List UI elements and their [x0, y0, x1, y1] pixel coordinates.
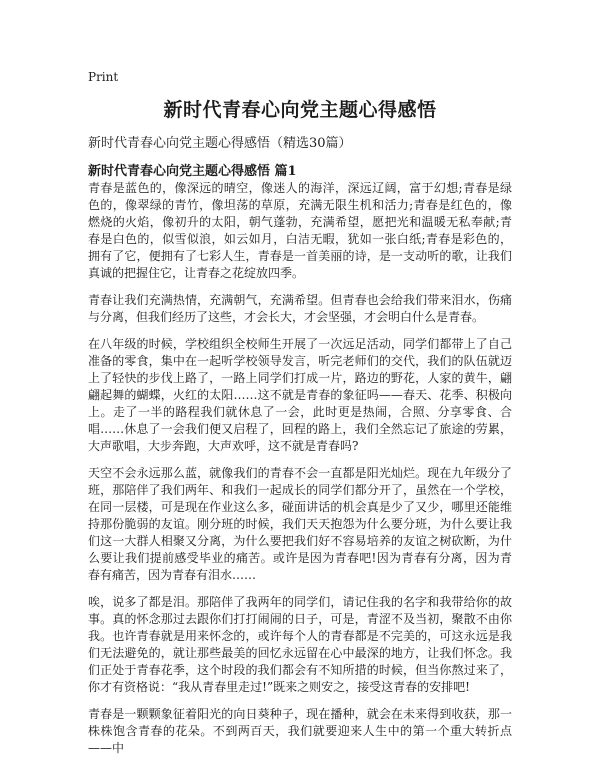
- page-title: 新时代青春心向党主题心得感悟: [163, 99, 437, 121]
- section-heading: 新时代青春心向党主题心得感悟 篇1: [88, 164, 297, 179]
- print-link[interactable]: Print: [88, 70, 119, 84]
- article-body: [88, 180, 512, 767]
- paragraph-1: 青春是蓝色的，像深远的晴空，像迷人的海洋，深远辽阔，富于幻想;青春是绿色的，像翠绿的青竹，像坦荡的草原，充满无限生机和活力;青春是红色的，像燃烧的火焰，像初升的太阳，朝气蓬勃，充满希望，愿把光和温暖无私奉献;青春是白色的，似雪似浪，如云如月，白洁无暇，犹如一张白纸;青春是彩色的，拥有了它，便拥有了七彩人生，青春是一首美丽的诗，是一支动听的歌，让我们真诚的把握住它，让青春之花绽放四季。: [88, 181, 512, 280]
- paragraph-3: 在八年级的时候，学校组织全校师生开展了一次远足活动，同学们都带上了自己准备的零食，集中在一起听学校领导发言，听完老师们的交代，我们的队伍就迈上了轻快的步伐上路了，一路上同学们打成一片，路边的野花，人家的黄牛，翩翩起舞的蝴蝶，火红的太阳……这不就是青春的象征吗——春天、花季、积极向上。走了一半的路程我们就休息了一会，此时更是热闹，合照、分享零食、合唱……休息了一会我们便又启程了，回程的路上，我们全然忘记了旅途的劳累，大声歌唱，大步奔跑，大声欢呼，这不就是青春吗?: [88, 337, 512, 453]
- paragraph-2: 青春让我们充满热情，充满朝气，充满希望。但青春也会给我们带来泪水，伤痛与分离，但我们经历了这些，才会长大，才会坚强，才会明白什么是青春。: [88, 293, 512, 324]
- document-subtitle: 新时代青春心向党主题心得感悟（精选30篇）: [88, 136, 352, 151]
- paragraph-6: 青春是一颗颗象征着阳光的向日葵种子，现在播种，就会在未来得到收获，那一株株饱含青春的花朵。不到两百天，我们就要迎来人生中的第一个重大转折点——中: [88, 707, 512, 755]
- paragraph-5: 唉，说多了都是泪。那陪伴了我两年的同学们，请记住我的名字和我带给你的故事。真的怀念那过去跟你们打打闹闹的日子，可是，青涩不及当初，聚散不由你我。也许青春就是用来怀念的，或许每个人的青春都是不完美的，可这永远是我们无法避免的，就让那些最美的回忆永远留在心中最深的地方，让我们怀念。我们正处于青春花季，这个时段的我们都会有不知所措的时候，但当你熬过来了，你才有资格说：“我从青春里走过!”既来之则安之，接受这青春的安排吧!: [88, 595, 512, 694]
- paragraph-4: 天空不会永远那么蓝，就像我们的青春不会一直都是阳光灿烂。现在九年级分了班，那陪伴了我们两年、和我们一起成长的同学们都分开了，虽然在一个学校，在同一层楼，可是现在作业这么多，碰面讲话的机会真是少了又少，哪里还能维持那份脆弱的友谊。刚分班的时候，我们天天抱怨为什么要分班，为什么要让我们这一大群人相聚又分离，为什么要把我们好不容易培养的友谊之树砍断，为什么要让我们提前感受毕业的痛苦。或许是因为青春吧!因为青春有分离，因为青春有痛苦，因为青春有泪水……: [88, 466, 512, 582]
